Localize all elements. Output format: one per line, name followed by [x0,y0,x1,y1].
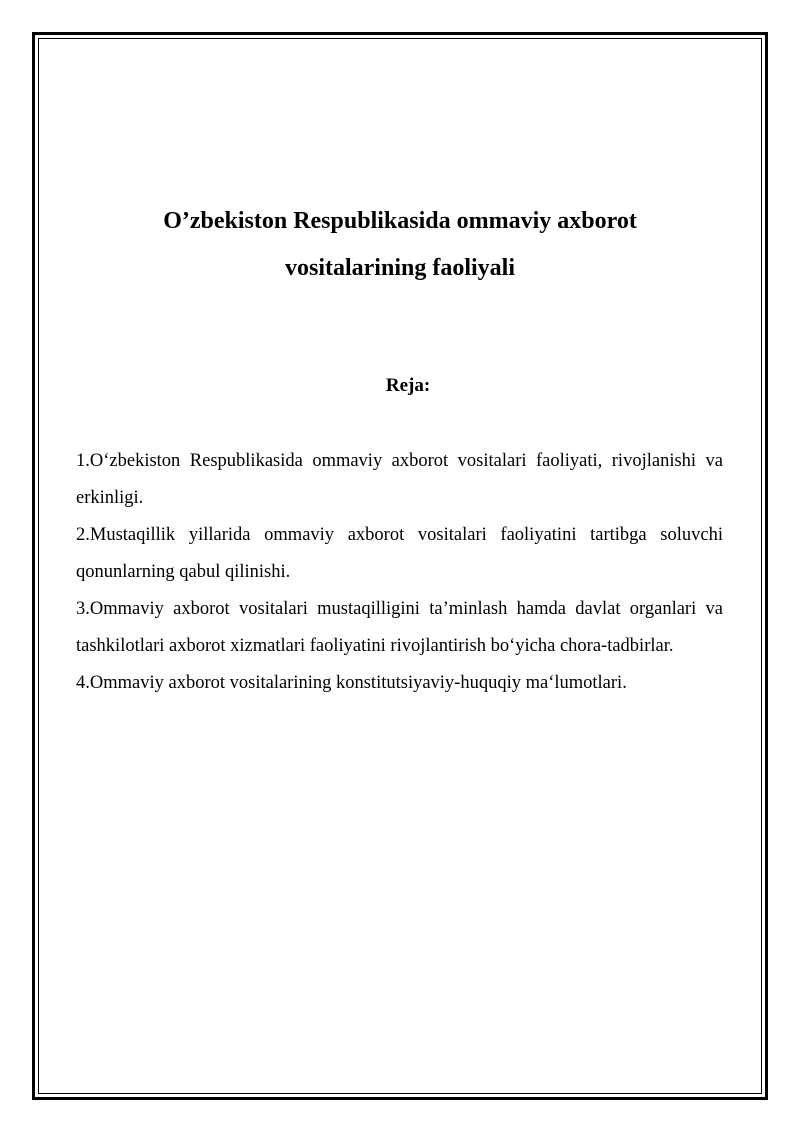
plan-item-4: 4.Ommaviy axborot vositalarining konstitutsiyaviy-huquqiy ma‘lumotlari. [76,673,627,693]
title-line-2: vositalarining faoliyali [284,255,515,281]
plan-list [76,443,723,702]
plan-item-2: 2.Mustaqillik yillarida ommaviy axborot vositalari faoliyatini tartibga soluvchi qonunlarning qabul qilinishi. [76,525,723,582]
plan-item-3: 3.Ommaviy axborot vositalari mustaqilligini ta’minlash hamda davlat organlari va tashkilotlari axborot xizmatlari faoliyatini rivojlantirish bo‘yicha chora-tadbirlar. [76,599,723,656]
title-line-1: O’zbekiston Respublikasida ommaviy axborot [163,208,637,234]
plan-item-1: 1.O‘zbekiston Respublikasida ommaviy axborot vositalari faoliyati, rivojlanishi va erkinligi. [76,451,723,508]
document-title [76,198,724,292]
plan-heading: Reja: [385,375,431,396]
